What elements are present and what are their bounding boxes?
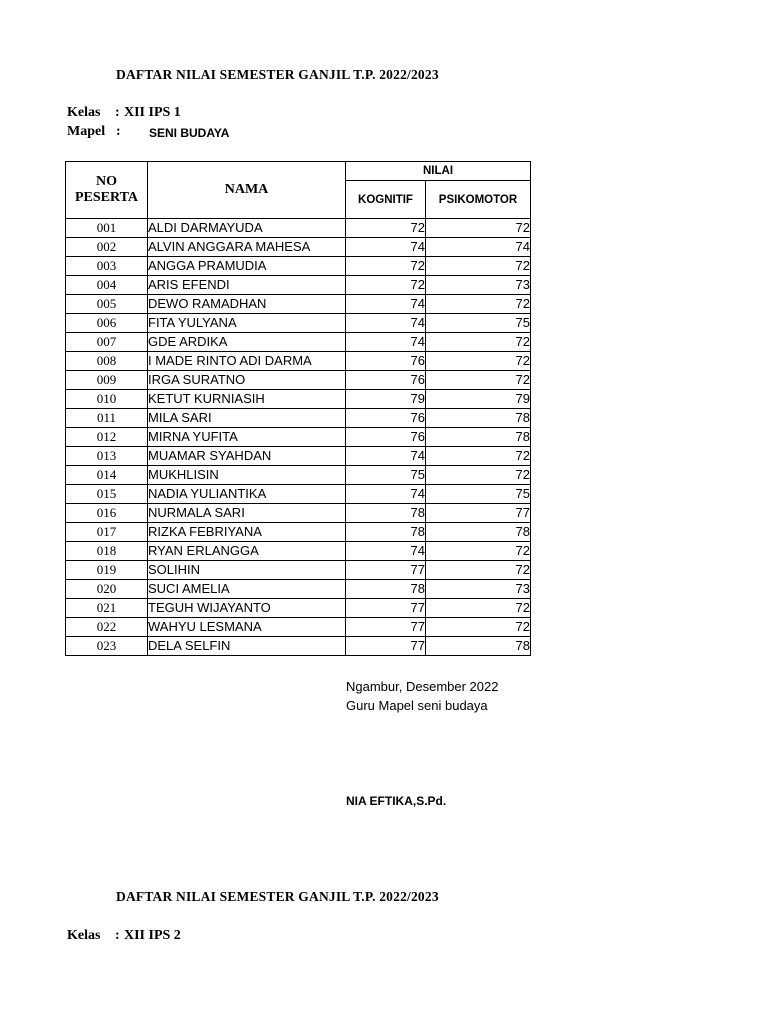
cell-psikomotor: 78 — [426, 523, 531, 542]
table-row — [66, 618, 531, 637]
cell-psikomotor: 72 — [426, 618, 531, 637]
signature-teacher-name: NIA EFTIKA,S.Pd. — [346, 794, 447, 808]
cell-psikomotor: 75 — [426, 314, 531, 333]
cell-no: 023 — [66, 637, 148, 656]
cell-psikomotor: 75 — [426, 485, 531, 504]
cell-no: 021 — [66, 599, 148, 618]
cell-kognitif: 76 — [346, 352, 426, 371]
cell-no: 007 — [66, 333, 148, 352]
table-row — [66, 599, 531, 618]
cell-psikomotor: 78 — [426, 409, 531, 428]
cell-psikomotor: 72 — [426, 466, 531, 485]
cell-no: 011 — [66, 409, 148, 428]
cell-nama: I MADE RINTO ADI DARMA — [148, 352, 346, 371]
table-row — [66, 485, 531, 504]
table-row — [66, 447, 531, 466]
cell-kognitif: 78 — [346, 580, 426, 599]
table-row — [66, 371, 531, 390]
table-row — [66, 409, 531, 428]
header-no-line2: PESERTA — [74, 190, 139, 205]
cell-kognitif: 77 — [346, 599, 426, 618]
cell-kognitif: 74 — [346, 295, 426, 314]
kelas-separator: : — [115, 105, 120, 120]
kelas-label-2: Kelas — [67, 928, 101, 943]
cell-kognitif: 74 — [346, 314, 426, 333]
header-nilai: NILAI — [346, 162, 531, 181]
cell-psikomotor: 72 — [426, 371, 531, 390]
cell-nama: DELA SELFIN — [148, 637, 346, 656]
cell-no: 014 — [66, 466, 148, 485]
table-row — [66, 542, 531, 561]
cell-no: 005 — [66, 295, 148, 314]
cell-no: 010 — [66, 390, 148, 409]
cell-psikomotor: 72 — [426, 295, 531, 314]
cell-nama: ALDI DARMAYUDA — [148, 219, 346, 238]
cell-no: 002 — [66, 238, 148, 257]
cell-no: 012 — [66, 428, 148, 447]
cell-psikomotor: 72 — [426, 219, 531, 238]
page-title-2: DAFTAR NILAI SEMESTER GANJIL T.P. 2022/2023 — [116, 889, 439, 904]
cell-no: 022 — [66, 618, 148, 637]
kelas-label: Kelas — [67, 105, 101, 120]
cell-psikomotor: 78 — [426, 637, 531, 656]
header-no-peserta — [66, 162, 148, 219]
table-row — [66, 504, 531, 523]
cell-kognitif: 79 — [346, 390, 426, 409]
cell-no: 015 — [66, 485, 148, 504]
page-title: DAFTAR NILAI SEMESTER GANJIL T.P. 2022/2023 — [116, 67, 439, 82]
header-kognitif: KOGNITIF — [346, 181, 426, 219]
cell-psikomotor: 72 — [426, 352, 531, 371]
table-row — [66, 428, 531, 447]
cell-no: 017 — [66, 523, 148, 542]
mapel-separator: : — [116, 124, 121, 139]
cell-kognitif: 77 — [346, 561, 426, 580]
cell-nama: MILA SARI — [148, 409, 346, 428]
cell-kognitif: 77 — [346, 618, 426, 637]
table-row — [66, 333, 531, 352]
cell-no: 018 — [66, 542, 148, 561]
cell-no: 013 — [66, 447, 148, 466]
cell-nama: SUCI AMELIA — [148, 580, 346, 599]
cell-kognitif: 74 — [346, 333, 426, 352]
cell-no: 001 — [66, 219, 148, 238]
cell-no: 006 — [66, 314, 148, 333]
cell-nama: FITA YULYANA — [148, 314, 346, 333]
cell-no: 003 — [66, 257, 148, 276]
cell-no: 019 — [66, 561, 148, 580]
table-row — [66, 276, 531, 295]
table-row — [66, 238, 531, 257]
cell-kognitif: 76 — [346, 371, 426, 390]
cell-kognitif: 76 — [346, 428, 426, 447]
kelas-value: XII IPS 1 — [124, 105, 181, 120]
cell-nama: RIZKA FEBRIYANA — [148, 523, 346, 542]
cell-kognitif: 72 — [346, 276, 426, 295]
cell-nama: NADIA YULIANTIKA — [148, 485, 346, 504]
table-row — [66, 295, 531, 314]
cell-psikomotor: 72 — [426, 542, 531, 561]
header-psikomotor: PSIKOMOTOR — [426, 181, 531, 219]
table-row — [66, 314, 531, 333]
cell-psikomotor: 79 — [426, 390, 531, 409]
cell-psikomotor: 73 — [426, 276, 531, 295]
cell-psikomotor: 78 — [426, 428, 531, 447]
table-row — [66, 523, 531, 542]
cell-nama: GDE ARDIKA — [148, 333, 346, 352]
cell-nama: DEWO RAMADHAN — [148, 295, 346, 314]
table-row — [66, 352, 531, 371]
cell-nama: WAHYU LESMANA — [148, 618, 346, 637]
table-row — [66, 257, 531, 276]
cell-nama: MUAMAR SYAHDAN — [148, 447, 346, 466]
signature-place-date: Ngambur, Desember 2022 — [346, 679, 499, 694]
cell-nama: SOLIHIN — [148, 561, 346, 580]
mapel-value: SENI BUDAYA — [149, 126, 230, 140]
cell-kognitif: 74 — [346, 485, 426, 504]
kelas-separator-2: : — [115, 928, 120, 943]
cell-nama: IRGA SURATNO — [148, 371, 346, 390]
cell-no: 008 — [66, 352, 148, 371]
cell-psikomotor: 72 — [426, 333, 531, 352]
cell-no: 009 — [66, 371, 148, 390]
cell-psikomotor: 72 — [426, 447, 531, 466]
table-row — [66, 466, 531, 485]
cell-psikomotor: 74 — [426, 238, 531, 257]
grades-table — [65, 161, 531, 656]
cell-kognitif: 74 — [346, 447, 426, 466]
cell-kognitif: 72 — [346, 219, 426, 238]
table-row — [66, 219, 531, 238]
table-row — [66, 390, 531, 409]
cell-nama: RYAN ERLANGGA — [148, 542, 346, 561]
cell-kognitif: 78 — [346, 523, 426, 542]
cell-nama: ARIS EFENDI — [148, 276, 346, 295]
cell-no: 020 — [66, 580, 148, 599]
cell-kognitif: 74 — [346, 542, 426, 561]
cell-psikomotor: 72 — [426, 561, 531, 580]
table-row — [66, 637, 531, 656]
cell-nama: ALVIN ANGGARA MAHESA — [148, 238, 346, 257]
cell-kognitif: 77 — [346, 637, 426, 656]
kelas-value-2: XII IPS 2 — [124, 928, 181, 943]
header-nama: NAMA — [148, 162, 346, 219]
cell-kognitif: 76 — [346, 409, 426, 428]
cell-psikomotor: 72 — [426, 599, 531, 618]
cell-nama: MIRNA YUFITA — [148, 428, 346, 447]
table-row — [66, 580, 531, 599]
cell-kognitif: 75 — [346, 466, 426, 485]
cell-nama: TEGUH WIJAYANTO — [148, 599, 346, 618]
cell-nama: ANGGA PRAMUDIA — [148, 257, 346, 276]
cell-no: 004 — [66, 276, 148, 295]
cell-psikomotor: 77 — [426, 504, 531, 523]
table-row — [66, 561, 531, 580]
cell-kognitif: 72 — [346, 257, 426, 276]
cell-psikomotor: 73 — [426, 580, 531, 599]
header-no-line1: NO — [96, 174, 117, 189]
cell-no: 016 — [66, 504, 148, 523]
cell-psikomotor: 72 — [426, 257, 531, 276]
cell-kognitif: 74 — [346, 238, 426, 257]
grades-body — [66, 219, 531, 656]
signature-role: Guru Mapel seni budaya — [346, 698, 488, 713]
cell-nama: MUKHLISIN — [148, 466, 346, 485]
cell-nama: NURMALA SARI — [148, 504, 346, 523]
cell-kognitif: 78 — [346, 504, 426, 523]
cell-nama: KETUT KURNIASIH — [148, 390, 346, 409]
mapel-label: Mapel — [67, 124, 106, 139]
